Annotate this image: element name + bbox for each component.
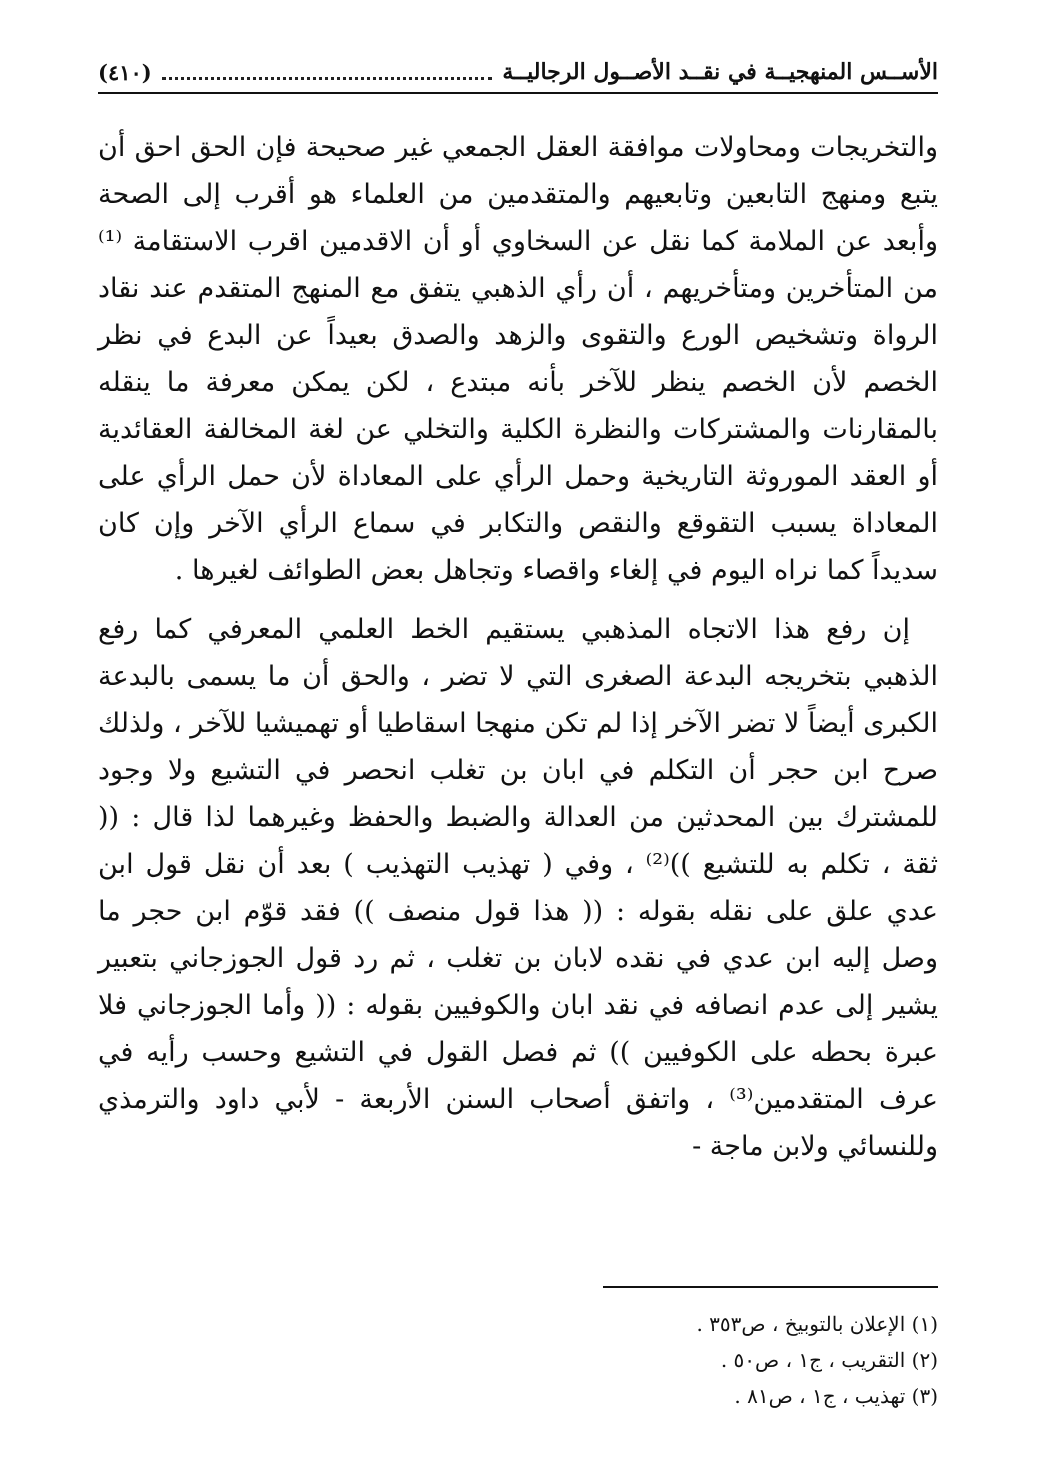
footnote-3: (٣) تهذيب ، ج١ ، ص٨١ . [734, 1384, 938, 1408]
main-text [98, 124, 938, 1170]
header-title: الأســس المنهجيــة في نقــد الأصــول الرجاليــة [502, 59, 938, 85]
footnote-separator [603, 1286, 938, 1288]
footnote-1: (١) الإعلان بالتوبيخ ، ص٣٥٣ . [696, 1312, 938, 1336]
footnotes [98, 1306, 938, 1414]
running-header [98, 52, 938, 94]
paragraph-2: إن رفع هذا الاتجاه المذهبي يستقيم الخط العلمي المعرفي كما رفع الذهبي بتخريجه البدعة الصغرى التي لا تضر ، والحق أن ما يسمى بالبدعة الكبرى أيضاً لا تضر الآخر إذا لم تكن منهجا اسقاطيا أو تهميشيا للآخر ، ولذلك صرح ابن حجر أن التكلم في ابان بن تغلب انحصر في التشيع ولا وجود للمشترك بين المحدثين من العدالة والضبط والحفظ وغيرهما لذا قال : (( ثقة ، تكلم به للتشيع ))⁽²⁾ ، وفي ( تهذيب التهذيب ) بعد أن نقل قول ابن عدي علق على نقله بقوله : (( هذا قول منصف )) فقد قوّم ابن حجر ما وصل إليه ابن عدي في نقده لابان بن تغلب ، ثم رد قول الجوزجاني بتعبير يشير إلى عدم انصافه في نقد ابان والكوفيين بقوله : (( وأما الجوزجاني فلا عبرة بحطه على الكوفيين )) ثم فصل القول في التشيع وحسب رأيه في عرف المتقدمين⁽³⁾ ، واتفق أصحاب السنن الأربعة - لأبي داود والترمذي وللنسائي ولابن ماجة - [98, 614, 938, 1162]
paragraph-1: والتخريجات ومحاولات موافقة العقل الجمعي غير صحيحة فإن الحق احق أن يتبع ومنهج التابعين وتابعيهم والمتقدمين من العلماء هو أقرب إلى الصحة وأبعد عن الملامة كما نقل عن السخاوي أو أن الاقدمين اقرب الاستقامة ⁽¹⁾ من المتأخرين ومتأخريهم ، أن رأي الذهبي يتفق مع المنهج المتقدم عند نقاد الرواة وتشخيص الورع والتقوى والزهد والصدق بعيداً عن البدع في نظر الخصم لأن الخصم ينظر للآخر بأنه مبتدع ، لكن يمكن معرفة ما ينقله بالمقارنات والمشتركات والنظرة الكلية والتخلي عن لغة المخالفة العقائدية أو العقد الموروثة التاريخية وحمل الرأي على المعاداة لأن حمل الرأي على المعاداة يسبب التقوقع والنقص والتكابر في سماع الرأي الآخر وإن كان سديداً كما نراه اليوم في إلغاء واقصاء وتجاهل بعض الطوائف لغيرها . [98, 132, 938, 586]
footnote-2: (٢) التقريب ، ج١ ، ص٥٠ . [720, 1348, 938, 1372]
page-number: (٤١٠) [98, 59, 152, 85]
header-dotted-leader [162, 77, 493, 80]
page [98, 0, 938, 1480]
